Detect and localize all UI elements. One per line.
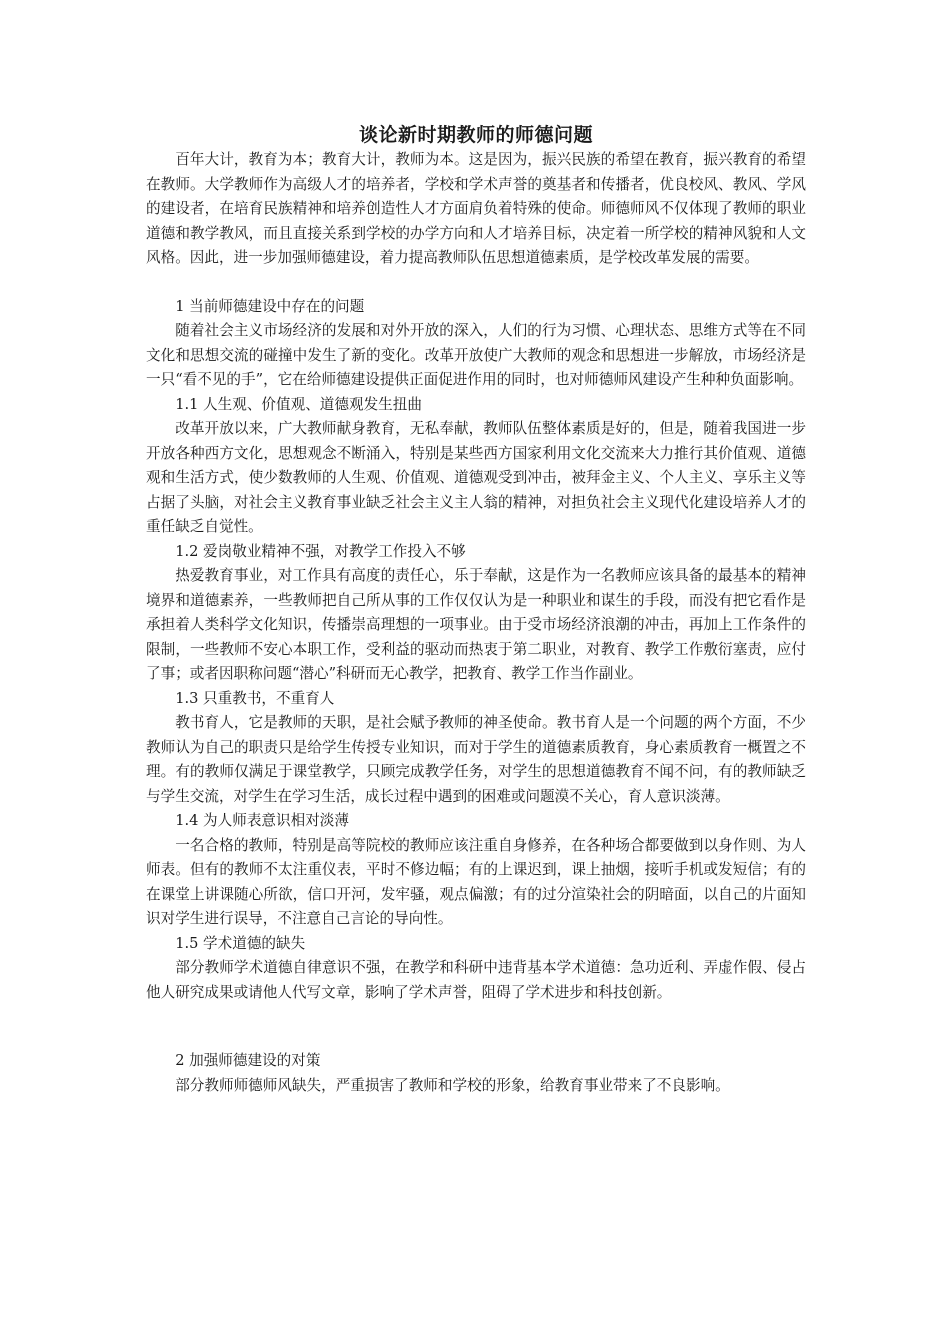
document-page — [146, 122, 806, 1098]
section-2-heading: 2 加强师德建设的对策 — [175, 1052, 321, 1069]
section-1-2-heading: 1.2 爱岗敬业精神不强，对教学工作投入不够 — [175, 542, 466, 560]
section-1-paragraph: 随着社会主义市场经济的发展和对外开放的深入，人们的行为习惯、心理状态、思维方式等在不同文化和思想交流的碰撞中发生了新的变化。改革开放使广大教师的观念和思想进一步解放，市场经济是一只“看不见的手”，它在给师德建设提供正面促进作用的同时，也对师德师风建设产生种种负面影响。 — [146, 322, 806, 388]
section-1-5-heading: 1.5 学术道德的缺失 — [175, 934, 306, 952]
section-1-3-paragraph: 教书育人，它是教师的天职，是社会赋予教师的神圣使命。教书育人是一个问题的两个方面，不少教师认为自己的职责只是给学生传授专业知识，而对于学生的道德素质教育，身心素质教育一概置之不理。有的教师仅满足于课堂教学，只顾完成教学任务，对学生的思想道德教育不闻不问，有的教师缺乏与学生交流，对学生在学习生活，成长过程中遇到的困难或问题漠不关心，育人意识淡薄。 — [146, 714, 806, 805]
document-title: 谈论新时期教师的师德问题 — [358, 124, 593, 146]
section-1-2-paragraph: 热爱教育事业，对工作具有高度的责任心，乐于奉献，这是作为一名教师应该具备的最基本的精神境界和道德素养，一些教师把自己所从事的工作仅仅认为是一种职业和谋生的手段，而没有把它看作是承担着人类科学文化知识，传播崇高理想的一项事业。由于受市场经济浪潮的冲击，再加上工作条件的限制，一些教师不安心本职工作，受利益的驱动而热衷于第二职业，对教育、教学工作敷衍塞责，应付了事；或者因职称问题“潜心”科研而无心教学，把教育、教学工作当作副业。 — [146, 567, 806, 682]
section-1-1-paragraph: 改革开放以来，广大教师献身教育，无私奉献，教师队伍整体素质是好的，但是，随着我国进一步开放各种西方文化，思想观念不断涌入，特别是某些西方国家利用文化交流来大力推行其价值观、道德观和生活方式，使少数教师的人生观、价值观、道德观受到冲击，被拜金主义、个人主义、享乐主义等占据了头脑，对社会主义教育事业缺乏社会主义主人翁的精神，对担负社会主义现代化建设培养人才的重任缺乏自觉性。 — [146, 420, 806, 535]
intro-paragraph: 百年大计，教育为本；教育大计，教师为本。这是因为，振兴民族的希望在教育，振兴教育的希望在教师。大学教师作为高级人才的培养者，学校和学术声誉的奠基者和传播者，优良校风、教风、学风的建设者，在培育民族精神和培养创造性人才方面肩负着特殊的使命。师德师风不仅体现了教师的职业道德和教学教风，而且直接关系到学校的办学方向和人才培养目标，决定着一所学校的精神风貌和人文风格。因此，进一步加强师德建设，着力提高教师队伍思想道德素质，是学校改革发展的需要。 — [146, 151, 806, 266]
section-2-paragraph: 部分教师师德师风缺失，严重损害了教师和学校的形象，给教育事业带来了不良影响。 — [175, 1076, 730, 1094]
section-1-3-heading: 1.3 只重教书，不重育人 — [175, 689, 335, 707]
section-1-4-paragraph: 一名合格的教师，特别是高等院校的教师应该注重自身修养，在各种场合都要做到以身作则、为人师表。但有的教师不太注重仪表，平时不修边幅；有的上课迟到，课上抽烟，接听手机或发短信；有的在课堂上讲课随心所欲，信口开河，发牢骚，观点偏激；有的过分渲染社会的阴暗面，以自己的片面知识对学生进行误导，不注意自己言论的导向性。 — [146, 836, 806, 927]
section-1-heading: 1 当前师德建设中存在的问题 — [175, 297, 365, 315]
section-1-5-paragraph: 部分教师学术道德自律意识不强，在教学和科研中违背基本学术道德：急功近利、弄虚作假、侵占他人研究成果或请他人代写文章，影响了学术声誉，阻碍了学术进步和科技创新。 — [146, 959, 806, 1001]
spacer — [146, 1005, 806, 1049]
section-1-1-heading: 1.1 人生观、价值观、道德观发生扭曲 — [175, 395, 422, 413]
spacer — [146, 271, 806, 295]
section-1-4-heading: 1.4 为人师表意识相对淡薄 — [175, 812, 349, 829]
